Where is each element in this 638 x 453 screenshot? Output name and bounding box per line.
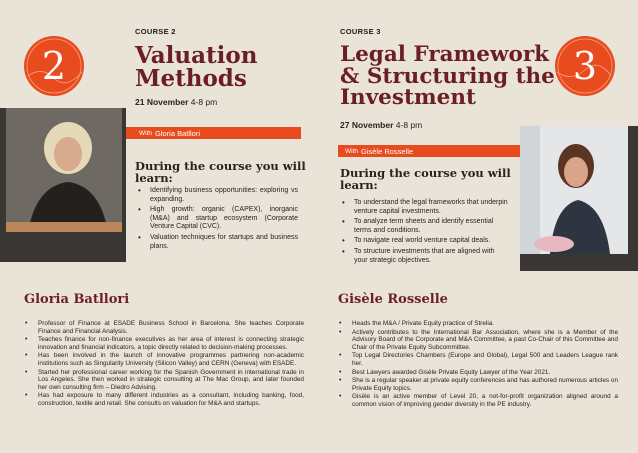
- list-item: • She is a regular speaker at private equity conferences and has authored numerous articles on Private Equity topics.: [336, 377, 618, 392]
- course-2-title: [135, 44, 257, 90]
- list-item: • To navigate real world venture capital deals.: [340, 237, 508, 246]
- course-3-number-badge: [555, 36, 615, 96]
- bio-gloria-list: [22, 320, 304, 409]
- course-3-date-day: 27 November: [340, 120, 394, 130]
- list-item: • Has had exposure to many different industries as a consultant, including banking, food, construction, textile and retail. She consults on valuation for M&A and startups.: [22, 392, 304, 407]
- course-2-learn-heading-line1: During the course you will: [135, 159, 306, 173]
- list-item: • Started her professional career working for the Spanish Government in international trade in Los Angeles. She then worked in strategic consulting at The Mac Group, and later founded her own consulting firm – Diedro Advising.: [22, 369, 304, 392]
- course-3-date: [340, 120, 422, 130]
- course-3-label: COURSE 3: [340, 27, 381, 36]
- course-2-number: 2: [41, 44, 67, 88]
- course-3-title-line2: & Structuring the: [340, 63, 555, 89]
- course-3-title-line1: Legal Framework: [340, 42, 550, 67]
- course-2-learn-list: [136, 187, 298, 253]
- course-3-date-time: 4-8 pm: [395, 120, 423, 130]
- list-item: • Heads the M&A / Private Equity practice of Strelia.: [336, 320, 618, 328]
- course-3-learn-heading: [340, 167, 511, 191]
- list-item: • To analyze term sheets and identify essential terms and conditions.: [340, 218, 508, 235]
- portrait-placeholder-icon: [6, 108, 122, 232]
- bio-gloria-heading: Gloria Batllori: [24, 292, 130, 307]
- course-3-learn-heading-line1: During the course you will: [340, 166, 511, 180]
- list-item: • Identifying business opportunities: exploring vs expanding.: [136, 187, 298, 204]
- list-item: • Best Lawyers awarded Gisèle Private Equity Lawyer of the Year 2021.: [336, 369, 618, 377]
- course-3-title: [340, 44, 555, 109]
- list-item: • Teaches finance for non-finance executives as her area of interest is connecting strategic innovation and financial indicators, a topic directly related to decision-making processes.: [22, 336, 304, 351]
- list-item: • Top Legal Directories Chambers (Europe and Global), Legal 500 and Leaders League rank her.: [336, 352, 618, 367]
- portrait-placeholder-icon: [520, 126, 628, 254]
- list-item: • To understand the legal frameworks that underpin venture capital investments.: [340, 199, 508, 216]
- list-item: • Has been involved in the launch of innovative programmes partnering non-academic institutions such as Singularity University (Silicon Valley) and CERN (Geneva) with ESADE.: [22, 352, 304, 367]
- gisele-photo: [520, 126, 628, 254]
- course-2-date-time: 4-8 pm: [190, 97, 218, 107]
- list-item: • Valuation techniques for startups and business plans.: [136, 234, 298, 251]
- course-2-title-line1: Valuation: [135, 42, 258, 69]
- course-3-learn-heading-line2: learn:: [340, 178, 378, 193]
- list-item: • Professor of Finance at ESADE Business School in Barcelona. She teaches Corporate Finance and Financial Analysis.: [22, 320, 304, 335]
- list-item: • Gisèle is an active member of Level 20, a not-for-profit organization aligned around a common vision of improving gender diversity in the PE industry.: [336, 393, 618, 408]
- bio-gisele-heading: Gisèle Rosselle: [338, 292, 448, 307]
- list-item: • Actively contributes to the International Bar Association, where she is a Member of the Advisory Board of the Corporate and M&A Committee, a past Co-Chair of this Committee and Chair of the Private Equity Subcommittee.: [336, 329, 618, 352]
- list-item: • High growth: organic (CAPEX), inorganic (M&A) and startup ecosystem (Corporate Venture Capital (CVC).: [136, 206, 298, 232]
- gloria-with-label: With: [139, 129, 152, 137]
- course-2-date-day: 21 November: [135, 97, 189, 107]
- course-2-title-line2: Methods: [135, 65, 247, 92]
- bio-gisele-list: [336, 320, 618, 410]
- course-2-learn-heading: [135, 160, 306, 184]
- course-2-label: COURSE 2: [135, 27, 176, 36]
- gisele-speaker-name: Gisèle Rosselle: [361, 146, 414, 156]
- course-3-learn-list: [340, 199, 508, 267]
- course-3-number: 3: [572, 44, 598, 88]
- course-2-date: [135, 97, 217, 107]
- gloria-speaker-name: Gloria Batllori: [155, 128, 201, 138]
- list-item: • To structure investments that are aligned with your strategic objectives.: [340, 248, 508, 265]
- course-3-title-line3: Investment: [340, 85, 476, 110]
- course-2-learn-heading-line2: learn:: [135, 171, 173, 186]
- course-2-number-badge: [24, 36, 84, 96]
- gisele-with-label: With: [345, 147, 358, 155]
- gisele-speaker-bar: [338, 145, 520, 157]
- gloria-photo: [6, 108, 122, 232]
- gloria-speaker-bar: [126, 127, 301, 139]
